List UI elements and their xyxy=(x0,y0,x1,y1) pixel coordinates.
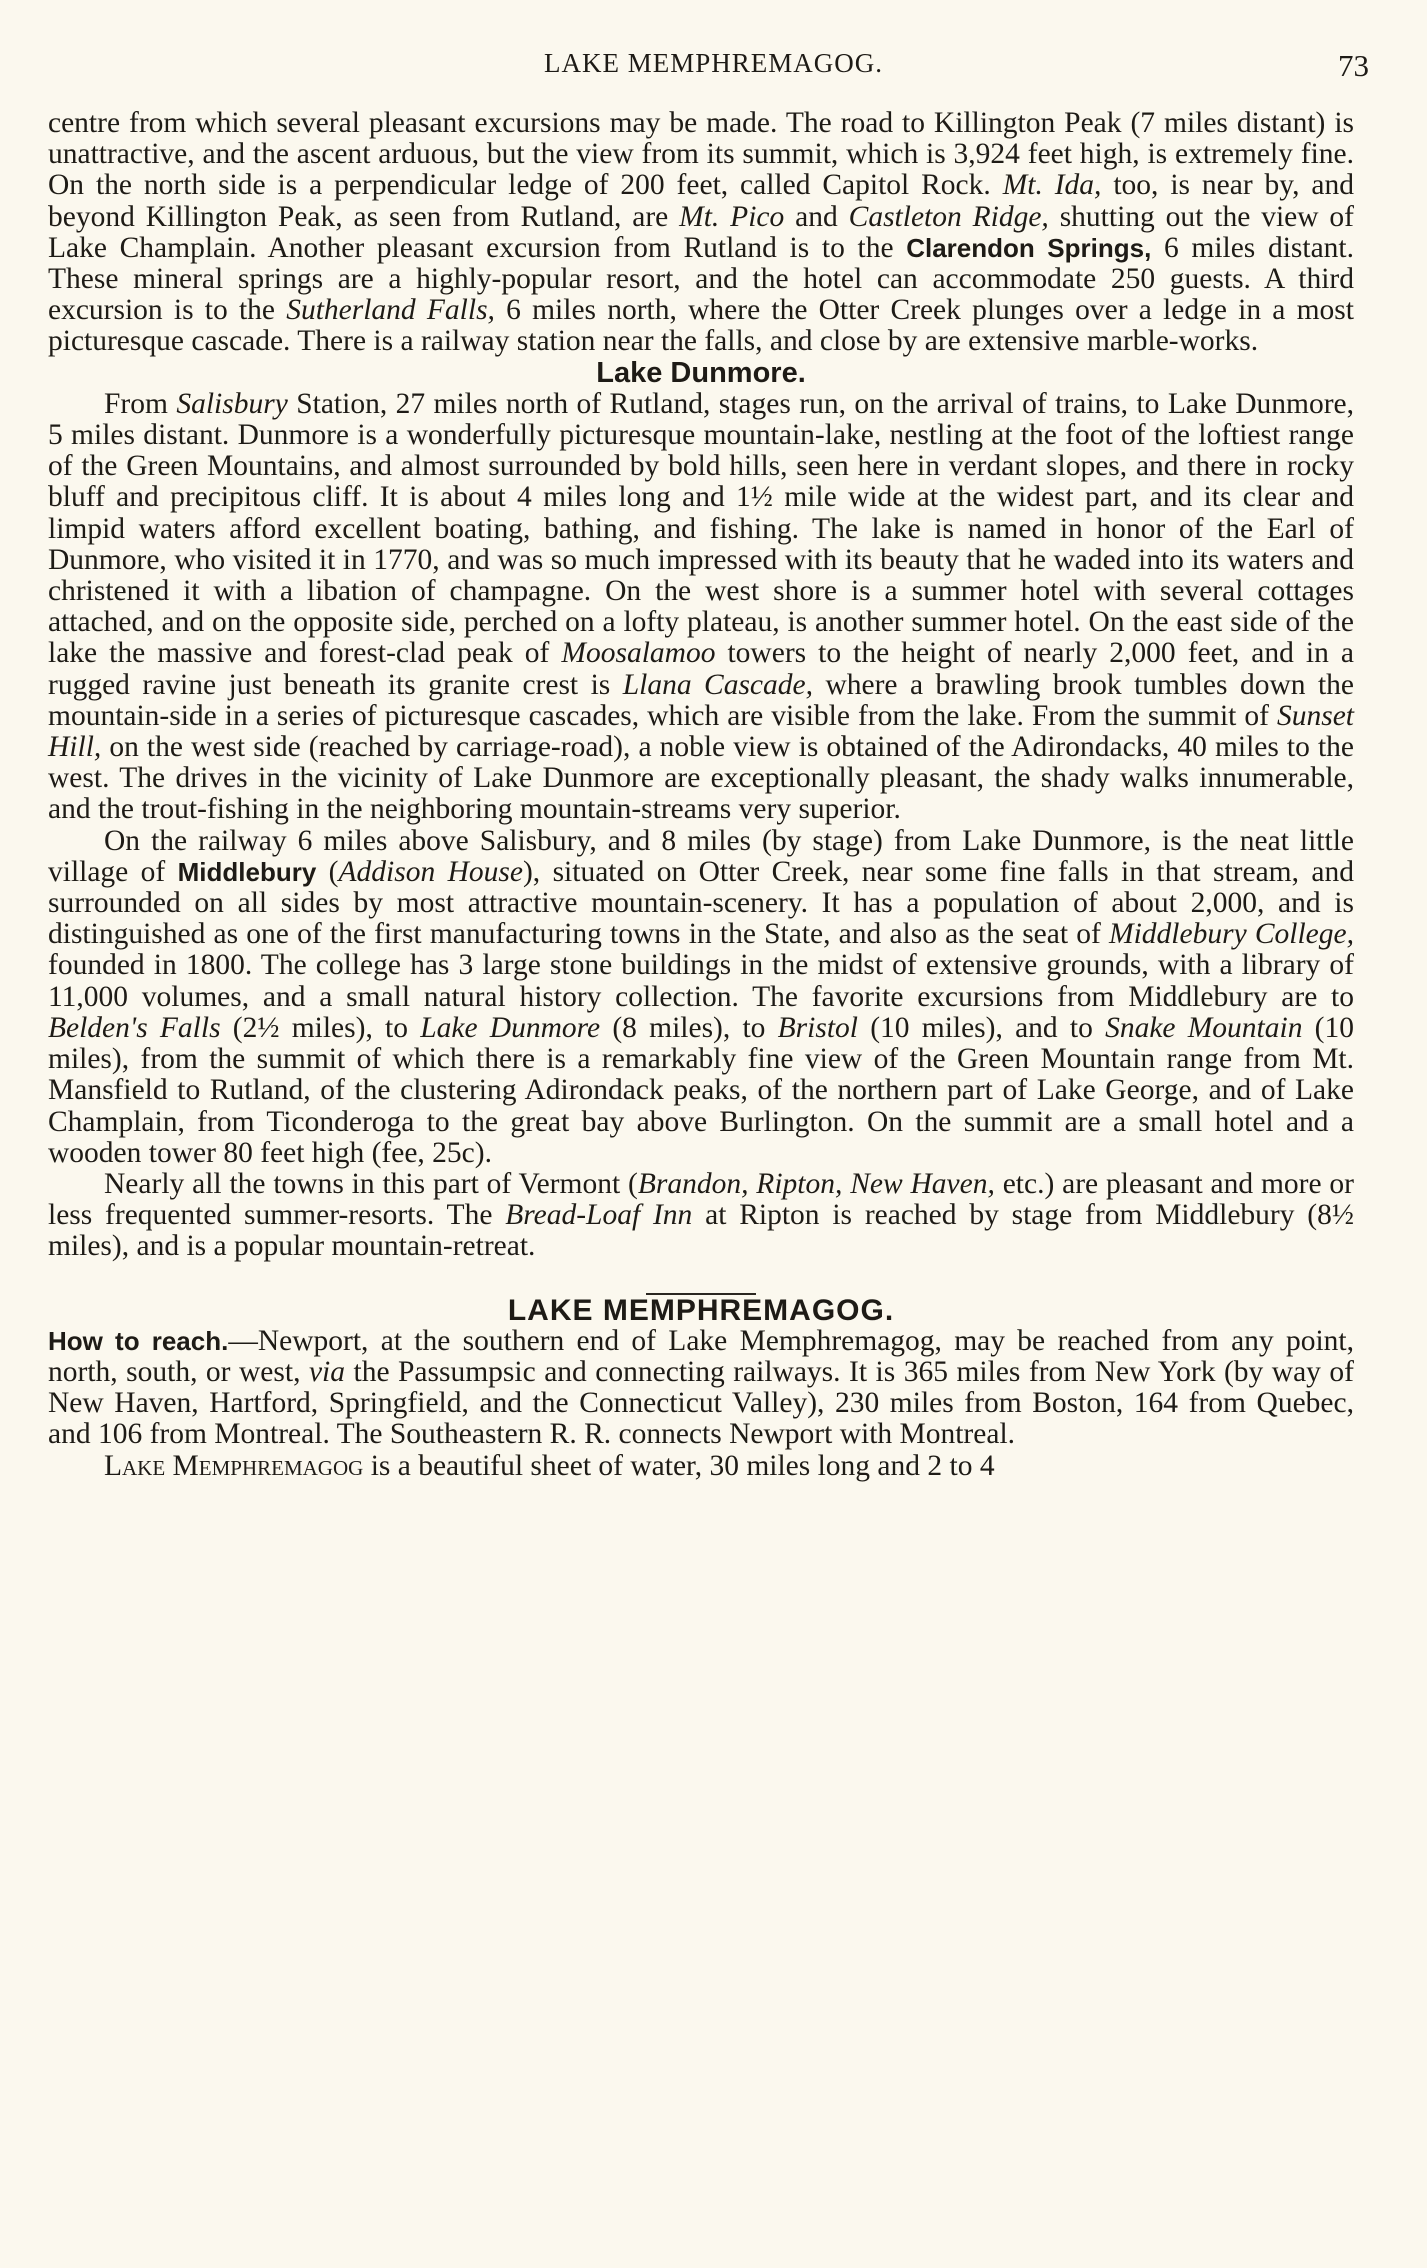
page-number: 73 xyxy=(1338,48,1369,83)
paragraph-vermont-towns: Nearly all the towns in this part of Vermont (Brandon, Ripton, New Haven, etc.) are pleasant and more or less frequented summer-resorts. The Bread-Loaf Inn at Ripton is reached by stage from Middlebury (8½ miles), and is a popular mountain-retreat. xyxy=(48,1167,1354,1263)
paragraph-memphremagog-intro: Lake Memphremagog is a beautiful sheet of water, 30 miles long and 2 to 4 xyxy=(104,1449,995,1482)
paragraph-killington: centre from which several pleasant excursions may be made. The road to Killington Peak (7 miles distant) is unattractive, and the ascent arduous, but the view from its summit, which is 3,924 feet high, is extremely fine. On the north side is a perpendicular ledge of 200 feet, called Capitol Rock. Mt. Ida, too, is near by, and beyond Killington Peak, as seen from Rutland, are Mt. Pico and Castleton Ridge, shutting out the view of Lake Champlain. Another pleasant excursion from Rutland is to the Clarendon Springs, 6 miles distant. These mineral springs are a highly-popular resort, and the hotel can accommodate 250 guests. A third excursion is to the Sutherland Falls, 6 miles north, where the Otter Creek plunges over a ledge in a most picturesque cascade. There is a railway station near the falls, and close by are extensive marble-works. xyxy=(48,107,1355,358)
running-header xyxy=(0,48,1427,88)
paragraph-lake-dunmore: From Salisbury Station, 27 miles north of Rutland, stages run, on the arrival of trains, to Lake Dunmore, 5 miles distant. Dunmore is a wonderfully picturesque mountain-lake, nestling at the foot of the loftiest range of the Green Mountains, and almost surrounded by bold hills, seen here in verdant slopes, and there in rocky bluff and precipitous cliff. It is about 4 miles long and 1½ mile wide at the widest part, and its clear and limpid waters afford excellent boating, bathing, and fishing. The lake is named in honor of the Earl of Dunmore, who visited it in 1770, and was so much impressed with its beauty that he waded into its waters and christened it with a libation of champagne. On the west shore is a summer hotel with several cottages attached, and on the opposite side, perched on a lofty plateau, is another summer hotel. On the east side of the lake the massive and forest-clad peak of Moosalamoo towers to the height of nearly 2,000 feet, and in a rugged ravine just beneath its granite crest is Llana Cascade, where a brawling brook tumbles down the mountain-side in a series of picturesque cascades, which are visible from the lake. From the summit of Sunset Hill, on the west side (reached by carriage-road), a noble view is obtained of the Adirondacks, 40 miles to the west. The drives in the vicinity of Lake Dunmore are exceptionally pleasant, the shady walks innumerable, and the trout-fishing in the neighboring mountain-streams very superior. xyxy=(48,387,1355,826)
paragraph-middlebury: On the railway 6 miles above Salisbury, and 8 miles (by stage) from Lake Dunmore, is the neat little village of Middlebury (Addison House), situated on Otter Creek, near some fine falls in that stream, and surrounded on all sides by most attractive mountain-scenery. It has a population of about 2,000, and is distinguished as one of the first manufacturing towns in the State, and also as the seat of Middlebury College, founded in 1800. The college has 3 large stone buildings in the midst of extensive grounds, with a library of 11,000 volumes, and a small natural history collection. The favorite excursions from Middlebury are to Belden's Falls (2½ miles), to Lake Dunmore (8 miles), to Bristol (10 miles), and to Snake Mountain (10 miles), from the summit of which there is a remarkably fine view of the Green Mountain range from Mt. Mansfield to Rutland, of the clustering Adirondack peaks, of the northern part of Lake George, and of Lake Champlain, from Ticonderoga to the great bay above Burlington. On the summit are a small hotel and a wooden tower 80 feet high (fee, 25c). xyxy=(48,824,1354,1169)
section-heading-lake-memphremagog: LAKE MEMPHREMAGOG. xyxy=(507,1293,895,1327)
running-title: LAKE MEMPHREMAGOG. xyxy=(543,48,883,78)
section-heading-lake-dunmore: Lake Dunmore. xyxy=(596,356,806,389)
page-body xyxy=(48,108,1354,1482)
paragraph-how-to-reach: How to reach.—Newport, at the southern end of Lake Memphremagog, may be reached from any point, north, south, or west, via the Passumpsic and connecting railways. It is 365 miles from New York (by way of New Haven, Hartford, Springfield, and the Connecticut Valley), 230 miles from Boston, 164 from Quebec, and 106 from Montreal. The Southeastern R. R. connects Newport with Montreal. xyxy=(48,1324,1354,1451)
